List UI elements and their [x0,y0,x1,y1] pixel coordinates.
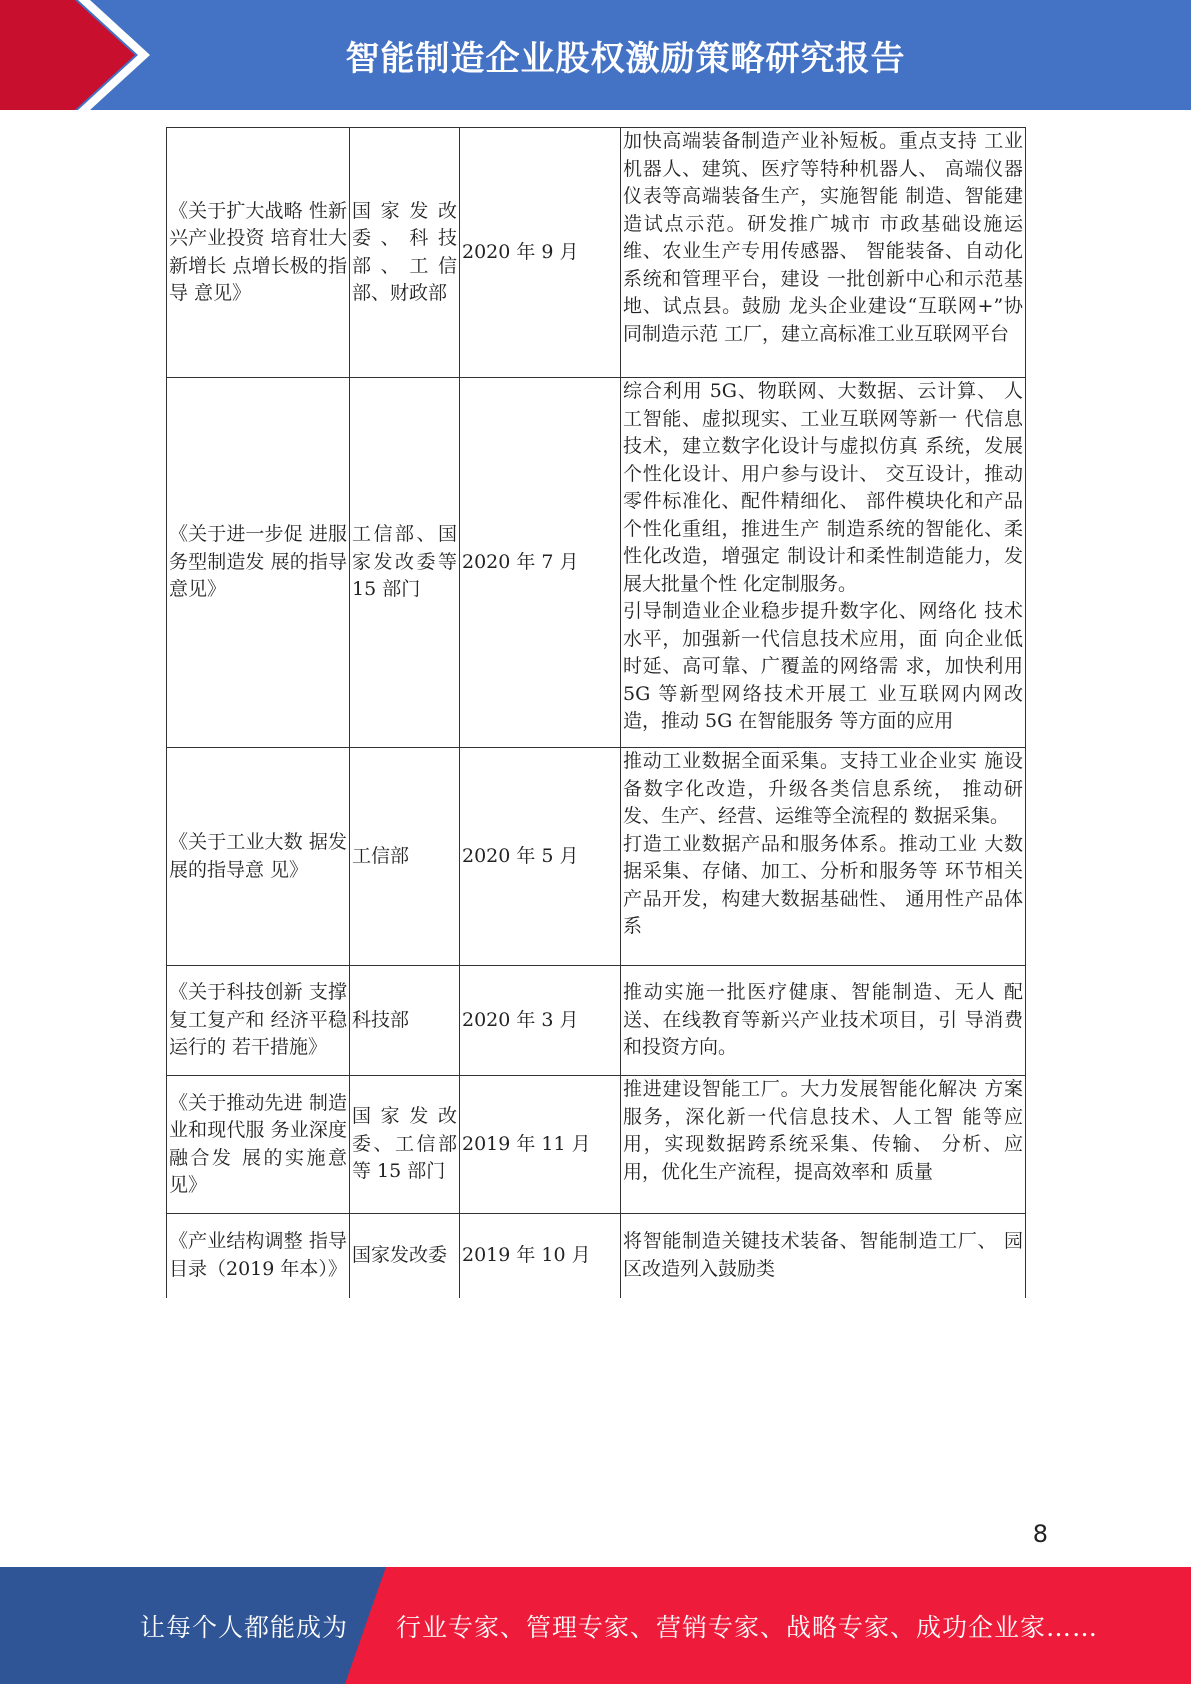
report-title: 智能制造企业股权激励策略研究报告 [345,38,906,79]
issuer-cell: 工信部 [350,748,460,966]
policy-name-cell: 《关于扩大战略 性新兴产业投资 培育壮大新增长 点增长极的指导 意见》 [167,128,350,378]
content-paragraph: 综合利用 5G、物联网、大数据、云计算、 人工智能、虚拟现实、工业互联网等新一 代信息技术，建立数字化设计与虚拟仿真 系统，发展个性化设计、用户参与设计、 交互设计，推动零件标准化、配件精细化、 部件模块化和产品个性化重组，推进生产 制造系统的智能化、柔性化改造，增强定 制设计和柔性制造能力，发展大批量个性 化定制服务。 [623,380,1023,595]
content-paragraph: 加快高端装备制造产业补短板。重点支持 工业机器人、建筑、医疗等特种机器人、 高端仪器仪表等高端装备生产，实施智能 制造、智能建造试点示范。研发推广城市 市政基础设施运维、农业生产专用传感器、 智能装备、自动化系统和管理平台，建设 一批创新中心和示范基地、试点县。鼓励 龙头企业建设“互联网+”协同制造示范 工厂，建立高标准工业互联网平台 [623,130,1023,345]
issuer-cell: 国家发改委、科技部、工信部、财政部 [350,128,460,378]
table-row [167,378,1026,748]
table-row [167,748,1026,966]
content-paragraph: 推进建设智能工厂。大力发展智能化解决 方案服务，深化新一代信息技术、人工智 能等应用，实现数据跨系统采集、传输、 分析、应用，优化生产流程，提高效率和 质量 [623,1078,1023,1183]
date-cell: 2020 年 9 月 [460,128,621,378]
content-paragraph: 将智能制造关键技术装备、智能制造工厂、 园区改造列入鼓励类 [623,1230,1023,1280]
policy-table-container [166,127,1025,1298]
table-row [167,1076,1026,1214]
date-cell: 2020 年 5 月 [460,748,621,966]
policy-table [166,127,1026,1298]
content-paragraph: 引导制造业企业稳步提升数字化、网络化 技术水平，加强新一代信息技术应用，面 向企业低时延、高可靠、广覆盖的网络需 求，加快利用 5G 等新型网络技术开展工 业互联网内网改造，推动 5G 在智能服务 等方面的应用 [623,600,1023,732]
table-row [167,1214,1026,1298]
table-row [167,128,1026,378]
content-paragraph: 推动实施一批医疗健康、智能制造、无人 配送、在线教育等新兴产业技术项目，引 导消费和投资方向。 [623,981,1023,1059]
content-cell [621,128,1026,378]
footer-banner [0,1567,1191,1684]
policy-name-cell: 《关于推动先进 制造业和现代服 务业深度融合发 展的实施意见》 [167,1076,350,1214]
content-cell [621,1214,1026,1298]
content-cell [621,748,1026,966]
page-number: 8 [1032,1520,1048,1548]
policy-name-cell: 《关于科技创新 支撑复工复产和 经济平稳运行的 若干措施》 [167,966,350,1076]
content-cell [621,1076,1026,1214]
issuer-cell: 国家发改委、工信部等 15 部门 [350,1076,460,1214]
table-row [167,966,1026,1076]
date-cell: 2020 年 3 月 [460,966,621,1076]
header-banner [0,0,1191,110]
content-cell [621,378,1026,748]
content-paragraph: 打造工业数据产品和服务体系。推动工业 大数据采集、存储、加工、分析和服务等 环节相关产品开发，构建大数据基础性、 通用性产品体系 [623,832,1023,937]
policy-name-cell: 《关于工业大数 据发展的指导意 见》 [167,748,350,966]
policy-name-cell: 《产业结构调整 指导目录（2019 年本）》 [167,1214,350,1298]
policy-name-cell: 《关于进一步促 进服务型制造发 展的指导意见》 [167,378,350,748]
content-cell [621,966,1026,1076]
date-cell: 2019 年 11 月 [460,1076,621,1214]
content-paragraph: 推动工业数据全面采集。支持工业企业实 施设备数字化改造，升级各类信息系统， 推动研发、生产、经营、运维等全流程的 数据采集。 [623,750,1023,827]
header-arrow-decoration [0,0,160,110]
issuer-cell: 国家发改委 [350,1214,460,1298]
footer-slogan-right: 行业专家、管理专家、营销专家、战略专家、成功企业家…… [396,1612,1099,1642]
date-cell: 2020 年 7 月 [460,378,621,748]
issuer-cell: 科技部 [350,966,460,1076]
footer-slogan-left: 让每个人都能成为 [140,1612,349,1642]
date-cell: 2019 年 10 月 [460,1214,621,1298]
issuer-cell: 工信部、国家发改委等 15 部门 [350,378,460,748]
